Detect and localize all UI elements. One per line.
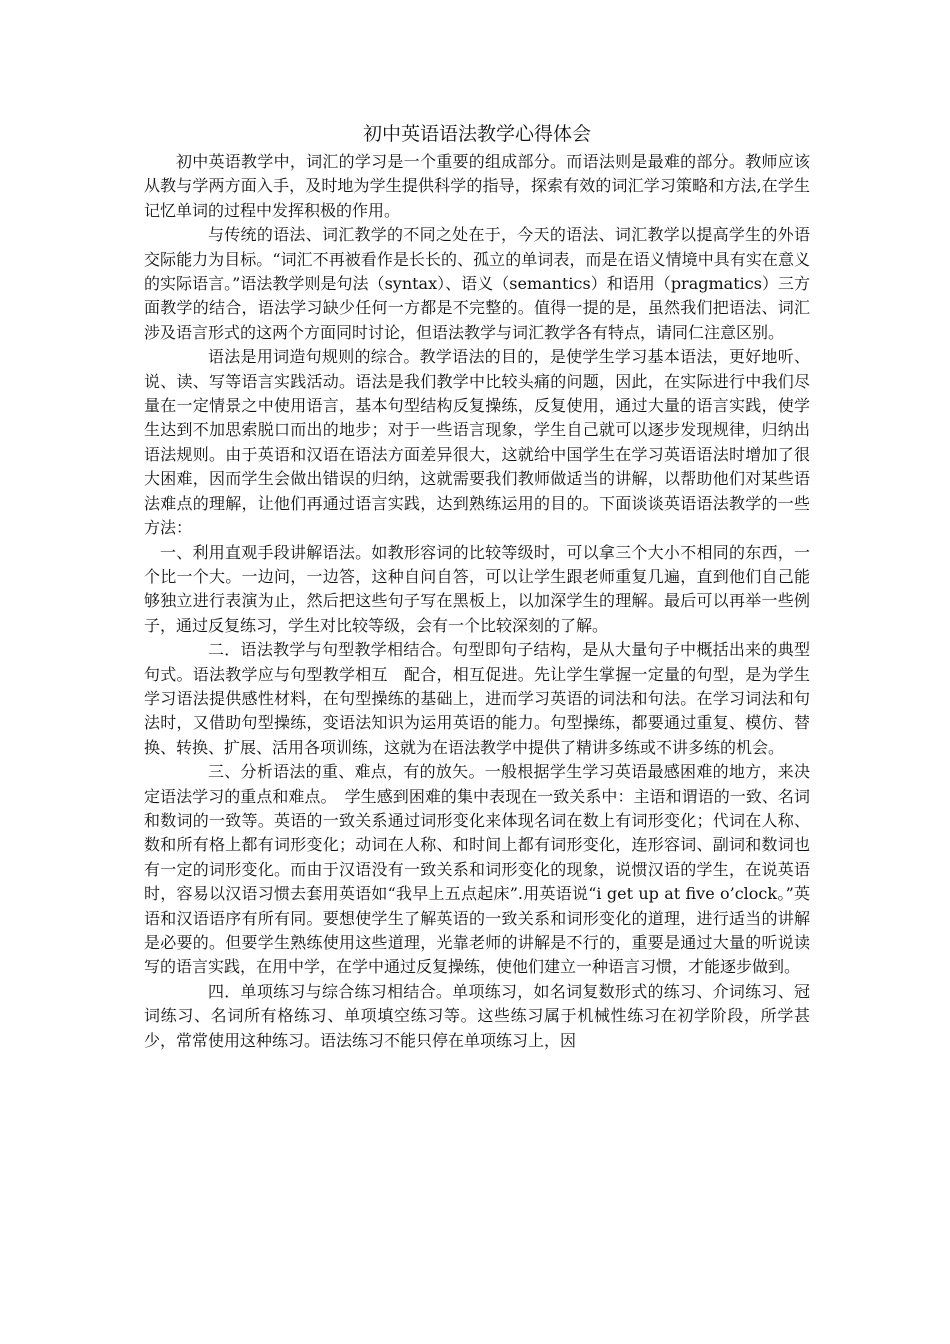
document-page [144,120,810,1053]
paragraph-7: 四．单项练习与综合练习相结合。单项练习，如名词复数形式的练习、介词练习、冠词练习、名词所有格练习、单项填空练习等。这些练习属于机械性练习在初学阶段，所学甚少，常常使用这种练习。语法练习不能只停在单项练习上，因 [144,981,810,1050]
paragraph-3: 语法是用词造句规则的综合。教学语法的目的，是使学生学习基本语法，更好地听、说、读、写等语言实践活动。语法是我们教学中比较头痛的问题，因此，在实际进行中我们尽量在一定情景之中使用语言，基本句型结构反复操练，反复使用，通过大量的语言实践，使学生达到不加思索脱口而出的地步；对于一些语言现象，学生自己就可以逐步发现规律，归纳出语法规则。由于英语和汉语在语法方面差异很大，这就给中国学生在学习英语语法时增加了很大困难，因而学生会做出错误的归纳，这就需要我们教师做适当的讲解，以帮助他们对某些语法难点的理解，让他们再通过语言实践，达到熟练运用的目的。下面谈谈英语语法教学的一些方法： [144,347,810,538]
document-title: 初中英语语法教学心得体会 [362,123,591,145]
paragraph-2: 与传统的语法、词汇教学的不同之处在于，今天的语法、词汇教学以提高学生的外语交际能力为目标。“词汇不再被看作是长长的、孤立的单词表，而是在语义情境中具有实在意义的实际语言。”语法教学则是句法（syntax）、语义（semantics）和语用（pragmatics）三方面教学的结合，语法学习缺少任何一方都是不完整的。值得一提的是，虽然我们把语法、词汇涉及语言形式的这两个方面同时讨论，但语法教学与词汇教学各有特点，请同仁注意区别。 [144,225,810,342]
paragraph-5: 二．语法教学与句型教学相结合。句型即句子结构，是从大量句子中概括出来的典型句式。语法教学应与句型教学相互 配合，相互促进。先让学生掌握一定量的句型，是为学生学习语法提供感性材料，在句型操练的基础上，进而学习英语的词法和句法。在学习词法和句法时，又借助句型操练，变语法知识为运用英语的能力。句型操练，都要通过重复、模仿、替换、转换、扩展、活用各项训练，这就为在语法教学中提供了精讲多练或不讲多练的机会。 [144,640,810,757]
paragraph-6: 三、分析语法的重、难点，有的放矢。一般根据学生学习英语最感困难的地方，来决定语法学习的重点和难点。 学生感到困难的集中表现在一致关系中：主语和谓语的一致、名词和数词的一致等。英语的一致关系通过词形变化来体现名词在数上有词形变化；代词在人称、数和所有格上都有词形变化；动词在人称、和时间上都有词形变化，连形容词、副词和数词也有一定的词形变化。而由于汉语没有一致关系和词形变化的现象，说惯汉语的学生，在说英语时，容易以汉语习惯去套用英语如“我早上五点起床”.用英语说“i get up at five o’clock。”英语和汉语语序有所有同。要想使学生了解英语的一致关系和词形变化的道理，进行适当的讲解是必要的。但要学生熟练使用这些道理，光靠老师的讲解是不行的，重要是通过大量的听说读写的语言实践，在用中学，在学中通过反复操练，使他们建立一种语言习惯，才能逐步做到。 [144,762,810,977]
paragraph-4: 一、利用直观手段讲解语法。如教形容词的比较等级时，可以拿三个大小不相同的东西，一个比一个大。一边问，一边答，这种自问自答，可以让学生跟老师重复几遍，直到他们自己能够独立进行表演为止，然后把这些句子写在黑板上，以加深学生的理解。最后可以再举一些例子，通过反复练习，学生对比较等级，会有一个比较深刻的了解。 [144,542,810,635]
paragraph-1: 初中英语教学中，词汇的学习是一个重要的组成部分。而语法则是最难的部分。教师应该从教与学两方面入手，及时地为学生提供科学的指导，探索有效的词汇学习策略和方法,在学生记忆单词的过程中发挥积极的作用。 [144,152,810,220]
